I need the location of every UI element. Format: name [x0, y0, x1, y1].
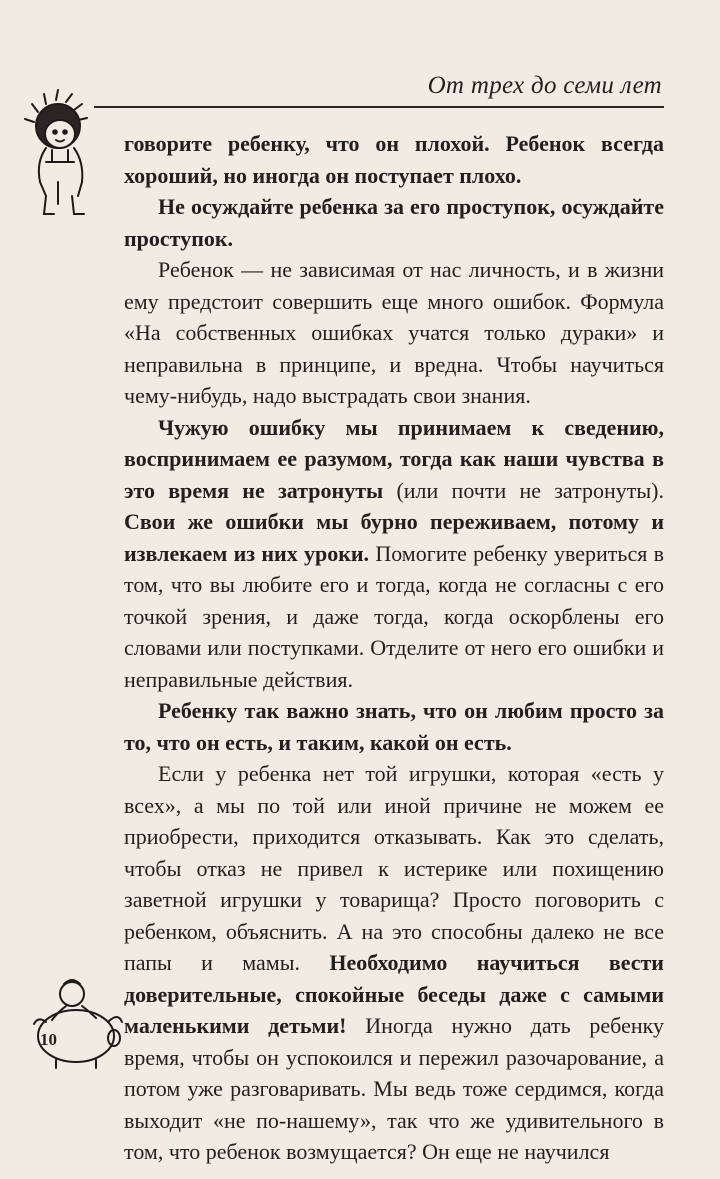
- header-rule: [94, 106, 664, 108]
- paragraph-4: Чужую ошибку мы принимаем к сведению, воспринимаем ее разумом, тогда как наши чувства в это время не затронуты (или почти не затронуты). Свои же ошибки мы бурно переживаем, потому и извлекаем из них уроки. Помогите ребенку увериться в том, что вы любите его и тогда, когда не согласны с его точкой зрения, и даже тогда, когда оскорблены его словами или поступками. Отделите от него его ошибки и неправильные действия.: [124, 414, 665, 692]
- paragraph-6: Если у ребенка нет той игрушки, которая «есть у всех», а мы по той или иной причине не можем ее приобрести, приходится отказывать. Как это сделать, чтобы отказ не привел к истерике или похищению заветной игрушки у товарища? Просто поговорить с ребенком, объяснить. А на это способны далеко не все папы и мамы. Необходимо научиться вести доверительные, спокойные беседы даже с самыми маленькими детьми! Иногда нужно дать ребенку время, чтобы он успокоился и пережил разочарование, а потом уже разговаривать. Мы ведь тоже сердимся, когда выходит «не по-нашему», так что же удивительного в том, что ребенок возмущается? Он еще не научился: [124, 761, 664, 1164]
- paragraph-1: говорите ребенку, что он плохой. Ребенок всегда хороший, но иногда он поступает плохо.: [124, 131, 664, 188]
- paragraph-5: Ребенку так важно знать, что он любим просто за то, что он есть, и таким, какой он есть.: [124, 698, 664, 755]
- paragraph-3: Ребенок — не зависимая от нас личность, и в жизни ему предстоит совершить еще много ошибок. Формула «На собственных ошибках учатся только дураки» и неправильна в принципе, и вредна. Чтобы научиться чему-нибудь, надо выстрадать свои знания.: [124, 257, 664, 408]
- page-number: 10: [40, 1030, 57, 1049]
- boy-illustration: [16, 82, 102, 222]
- running-title: От трех до семи лет: [427, 72, 662, 99]
- piggy-bank-illustration: [26, 974, 128, 1070]
- paragraph-2: Не осуждайте ребенка за его проступок, осуждайте проступок.: [124, 194, 664, 251]
- page-text: [124, 128, 664, 1168]
